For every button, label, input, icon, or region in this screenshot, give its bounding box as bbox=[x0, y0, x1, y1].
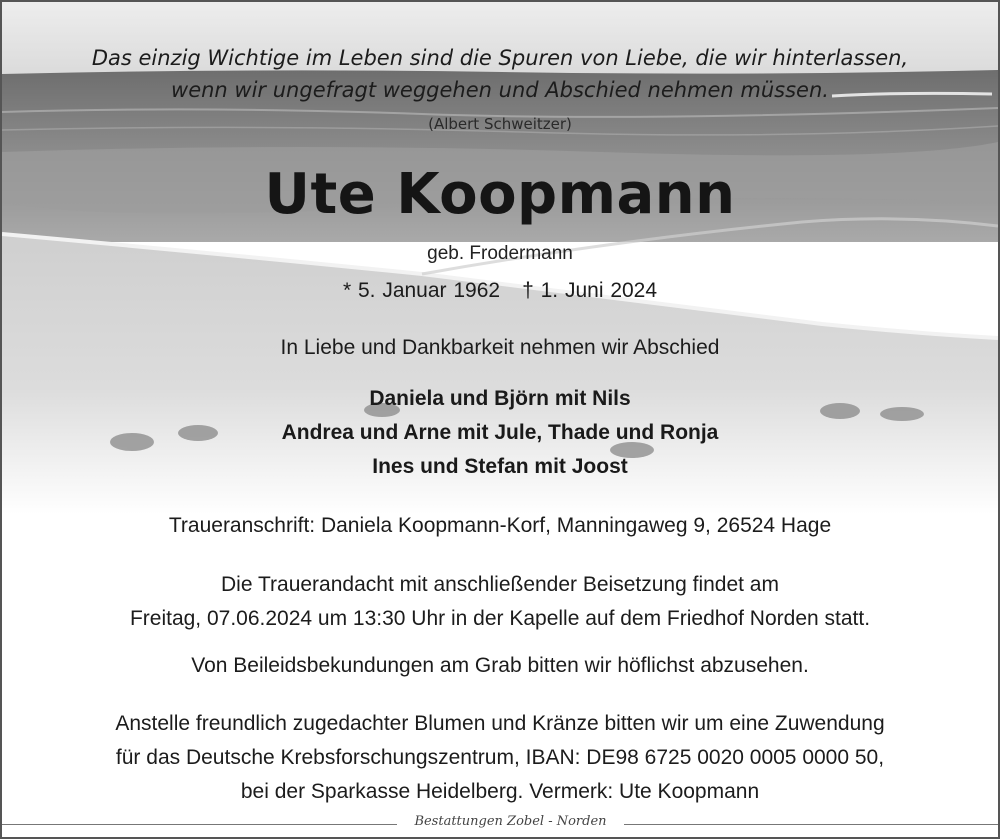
funeral-service-info bbox=[2, 568, 998, 636]
donation-request bbox=[2, 707, 998, 809]
mourning-address: Traueranschrift: Daniela Koopmann-Korf, Manningaweg 9, 26524 Hage bbox=[168, 514, 832, 537]
service-line-2: Freitag, 07.06.2024 um 13:30 Uhr in der Kapelle auf dem Friedhof Norden statt. bbox=[129, 607, 871, 630]
deceased-name: Ute Koopmann bbox=[264, 162, 736, 227]
mourner-family: Ines und Stefan mit Joost bbox=[372, 455, 628, 478]
maiden-name: geb. Frodermann bbox=[427, 243, 573, 264]
quote-author: (Albert Schweitzer) bbox=[428, 115, 572, 133]
mourner-family: Daniela und Björn mit Nils bbox=[369, 387, 631, 410]
death-date: † 1. Juni 2024 bbox=[522, 279, 658, 302]
footer-divider-left bbox=[2, 824, 397, 825]
birth-date: * 5. Januar 1962 bbox=[342, 279, 501, 302]
quote bbox=[2, 42, 998, 106]
life-dates bbox=[2, 279, 998, 303]
farewell-text: In Liebe und Dankbarkeit nehmen wir Abschied bbox=[280, 336, 720, 359]
donation-line-1: Anstelle freundlich zugedachter Blumen und Kränze bitten wir um eine Zuwendung bbox=[115, 712, 885, 735]
donation-line-3: bei der Sparkasse Heidelberg. Vermerk: Ute Koopmann bbox=[240, 780, 760, 803]
condolence-note: Von Beileidsbekundungen am Grab bitten wir höflichst abzusehen. bbox=[191, 654, 809, 677]
funeral-home-name: Bestattungen Zobel - Norden bbox=[414, 814, 607, 829]
service-line-1: Die Trauerandacht mit anschließender Beisetzung findet am bbox=[221, 573, 779, 596]
mourners-list bbox=[2, 382, 998, 484]
donation-line-2: für das Deutsche Krebsforschungszentrum, IBAN: DE98 6725 0020 0005 0000 50, bbox=[115, 746, 885, 769]
funeral-home-footer bbox=[2, 814, 998, 834]
mourner-family: Andrea und Arne mit Jule, Thade und Ronja bbox=[281, 421, 719, 444]
quote-line-1: Das einzig Wichtige im Leben sind die Spuren von Liebe, die wir hinterlassen, bbox=[91, 46, 909, 70]
footer-divider-right bbox=[624, 824, 998, 825]
quote-line-2: wenn wir ungefragt weggehen und Abschied nehmen müssen. bbox=[171, 78, 829, 102]
